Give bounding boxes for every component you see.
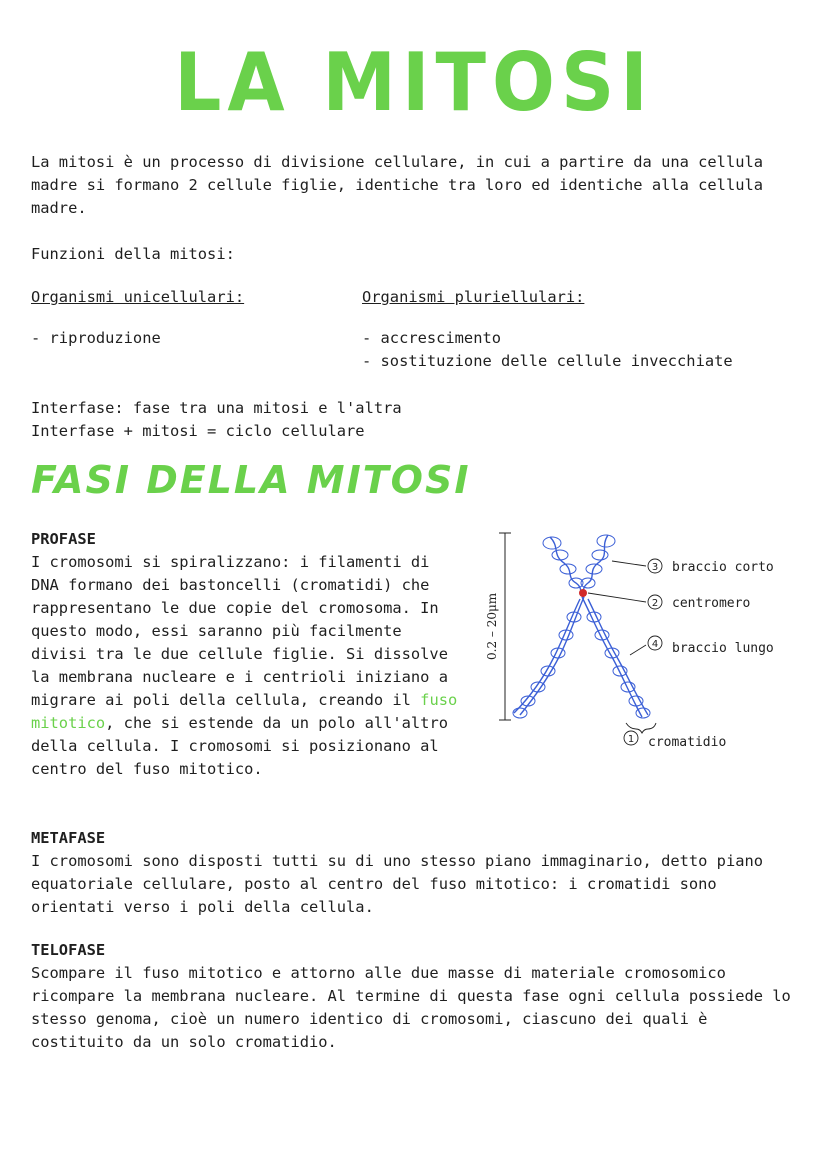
chromatid-left	[514, 537, 584, 715]
scale-bar	[499, 533, 511, 720]
interphase-line: Interfase: fase tra una mitosi e l'altra	[31, 399, 402, 417]
svg-text:braccio corto: braccio corto	[672, 560, 774, 575]
prophase-text-after: , che si estende da un polo all'altro della cellula. I cromosomi si posizionano al centro del fuso mitotico.	[31, 714, 458, 778]
metaphase-text: I cromosomi sono disposti tutti su di uno stesso piano immaginario, detto piano equatoriale cellulare, posto al centro del fuso mitotico: i cromatidi sono orientati verso i poli della cellula.	[31, 852, 773, 916]
functions-heading: Funzioni della mitosi:	[31, 245, 235, 263]
multicellular-item: - sostituzione delle cellule invecchiate	[362, 352, 733, 370]
interphase-line: Interfase + mitosi = ciclo cellulare	[31, 422, 365, 440]
multicellular-item: - accrescimento	[362, 329, 501, 347]
svg-text:1: 1	[627, 734, 635, 745]
chromatid-right	[582, 535, 648, 717]
unicellular-item: - riproduzione	[31, 329, 161, 347]
prophase-text-before: I cromosomi si spiralizzano: i filamenti di DNA formano dei bastoncelli (cromatidi) che rappresentano le due copie del cromosoma. In questo modo, essi saranno più facilmente divisi tra le due cellule figlie. Si dissolve la membrana nucleare e i centrioli iniziano a migrare ai poli della cellula, creando il	[31, 553, 458, 709]
label-centromero	[648, 595, 750, 611]
intro-paragraph: La mitosi è un processo di divisione cellulare, in cui a partire da una cellula madre si formano 2 cellule figlie, identiche tra loro ed identiche alla cellula madre.	[31, 153, 773, 217]
leader-lines	[588, 561, 646, 655]
label-braccio-lungo	[648, 636, 774, 656]
centromere-dot	[579, 589, 587, 597]
chromosome-diagram	[480, 525, 800, 760]
prophase-heading: PROFASE	[31, 530, 96, 548]
svg-text:4: 4	[651, 639, 659, 650]
telophase-heading: TELOFASE	[31, 941, 106, 959]
phases-title: FASI DELLA MITOSI	[31, 458, 471, 502]
prophase-text	[31, 551, 467, 781]
svg-text:braccio lungo: braccio lungo	[672, 641, 774, 656]
scale-label: 0.2 – 20μm	[485, 592, 499, 660]
svg-text:centromero: centromero	[672, 596, 751, 611]
metaphase-heading: METAFASE	[31, 829, 106, 847]
chromatid-coils	[513, 535, 650, 718]
page-title: LA MITOSI	[174, 36, 654, 130]
label-cromatidio	[624, 731, 726, 750]
prophase-highlight: fuso mitotico	[31, 691, 467, 732]
chromatid-brace	[626, 723, 656, 733]
svg-text:3: 3	[651, 562, 659, 573]
telophase-text: Scompare il fuso mitotico e attorno alle due masse di materiale cromosomico ricompare la membrana nucleare. Al termine di questa fase ogni cellula possiede lo stesso genoma, cioè un numero identico di cromosomi, ciascuno dei quali è costituito da un solo cromatidio.	[31, 964, 801, 1051]
label-braccio-corto	[648, 559, 774, 575]
multicellular-heading: Organismi pluriellulari:	[362, 288, 585, 306]
svg-text:2: 2	[651, 598, 659, 609]
svg-text:cromatidio: cromatidio	[648, 735, 727, 750]
unicellular-heading: Organismi unicellulari:	[31, 288, 245, 306]
